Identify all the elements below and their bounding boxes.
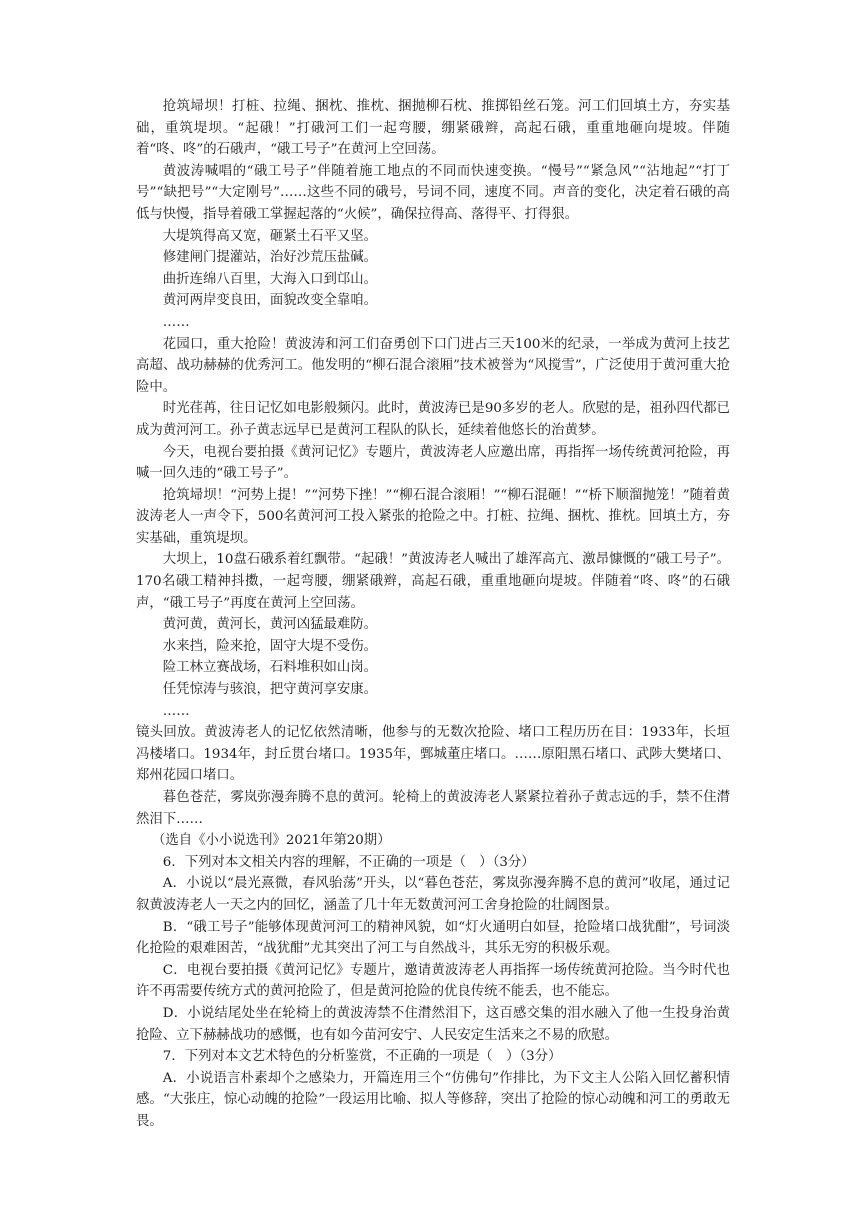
option-6b: B．“硪工号子”能够体现黄河河工的精神风貌，如“灯火通明白如昼，抢险堵口战犹酣”，号词淡化抢险的艰难困苦，“战犹酣”尤其突出了河工与自然战斗，其乐无穷的积极乐观。 xyxy=(136,919,730,957)
paragraph: 镜头回放。黄波涛老人的记忆依然清晰，他参与的无数次抢险、堵口工程历历在目：1933年，长垣冯楼堵口。1934年，封丘贯台堵口。1935年，鄄城董庄堵口。……原阳黑石堵口、武陟大樊堵口、郑州花园口堵口。 xyxy=(136,725,730,784)
option-6c: C．电视台要拍摄《黄河记忆》专题片，邀请黄波涛老人再指挥一场传统黄河抢险。当今时代也许不再需要传统方式的黄河抢险了，但是黄河抢险的优良传统不能丢，也不能忘。 xyxy=(136,962,730,1000)
paragraph: 大坝上，10盘石硪系着红飘带。“起硪！”黄波涛老人喊出了雄浑高亢、激昂慷慨的“硪工号子”。170名硪工精神抖擞，一起弯腰，绷紧硪辫，高起石硪，重重地砸向堤坡。伴随着“咚、咚”的石硪声，“硪工号子”再度在黄河上空回荡。 xyxy=(136,552,730,611)
question-6: 6．下列对本文相关内容的理解，不正确的一项是（ ）（3分） xyxy=(162,854,535,870)
paragraph: 抢筑埽坝！“河势上提！”“河势下挫！”“柳石混合滚厢！”“柳石混砸！”“桥下顺溜抛笼！”随着黄波涛老人一声令下，500名黄河河工投入紧张的抢险之中。打桩、拉绳、捆枕、推枕。回填土方，夯实基础，重筑堤坝。 xyxy=(136,487,730,546)
source-citation: （选自《小小说选刊》2021年第20期） xyxy=(152,833,391,849)
verse-line: 黄河黄，黄河长，黄河凶猛最难防。 xyxy=(162,617,378,633)
paragraph: 花园口，重大抢险！黄波涛和河工们奋勇创下口门进占三天100米的纪录，一举成为黄河上技艺高超、战功赫赫的优秀河工。他发明的“柳石混合滚厢”技术被誉为“风搅雪”，广泛使用于黄河重大抢险中。 xyxy=(136,336,730,395)
document-body xyxy=(136,96,730,1133)
verse-line: 曲折连绵八百里，大海入口到邙山。 xyxy=(162,271,378,287)
paragraph: 暮色苍茫，雾岚弥漫奔腾不息的黄河。轮椅上的黄波涛老人紧紧拉着孙子黄志远的手，禁不住潸然泪下…… xyxy=(136,790,730,827)
option-6a: A．小说以“晨光熹微，春风骀荡”开头，以“暮色苍茫，雾岚弥漫奔腾不息的黄河”收尾，通过记叙黄波涛老人一天之内的回忆，涵盖了几十年无数黄河河工舍身抢险的壮阔图景。 xyxy=(136,876,730,913)
verse-line: 黄河两岸变良田，面貌改变全靠咱。 xyxy=(162,293,378,309)
option-6d: D．小说结尾处坐在轮椅上的黄波涛禁不住潸然泪下，这百感交集的泪水融入了他一生投身治黄抢险、立下赫赫战功的感慨，也有如今苗河安宁、人民安定生活来之不易的欣慰。 xyxy=(136,1005,730,1043)
verse-line: 险工林立赛战场，石料堆积如山岗。 xyxy=(162,660,378,676)
verse-ellipsis: …… xyxy=(162,314,190,330)
paragraph: 今天，电视台要拍摄《黄河记忆》专题片，黄波涛老人应邀出席，再指挥一场传统黄河抢险，再喊一回久违的“硪工号子”。 xyxy=(136,444,730,482)
question-7: 7．下列对本文艺术特色的分析鉴赏，不正确的一项是（ ）（3分） xyxy=(162,1049,562,1065)
paragraph: 时光荏苒，往日记忆如电影般频闪。此时，黄波涛已是90多岁的老人。欣慰的是，祖孙四代都已成为黄河河工。孙子黄志远早已是黄河工程队的队长，延续着他悠长的治黄梦。 xyxy=(136,401,730,438)
verse-line: 修建闸门提灌站，治好沙荒压盐碱。 xyxy=(162,250,378,266)
verse-line: 大堤筑得高又宽，砸紧土石平又坚。 xyxy=(162,228,378,244)
verse-ellipsis: …… xyxy=(162,703,190,719)
paragraph: 黄波涛喊唱的“硪工号子”伴随着施工地点的不同而快速变换。“慢号”“紧急风”“沾地起”“打丁号”“缺把号”“大定刚号”……这些不同的硪号，号词不同，速度不同。声音的变化，决定着石硪的高低与快慢，指导着硪工掌握起落的“火候”，确保拉得高、落得平、打得狠。 xyxy=(136,163,730,222)
option-7a: A．小说语言朴素却个之感染力，开篇连用三个“仿佛句”作排比，为下文主人公陷入回忆蓄积情感。“大张庄，惊心动魄的抢险”一段运用比喻、拟人等修辞，突出了抢险的惊心动魄和河工的勇敢无畏。 xyxy=(136,1070,730,1129)
verse-line: 水来挡，险来抢，固守大堤不受伤。 xyxy=(162,638,378,654)
verse-line: 任凭惊涛与骇浪，把守黄河享安康。 xyxy=(162,682,378,698)
paragraph: 抢筑埽坝！打桩、拉绳、捆枕、推枕、捆抛柳石枕、推掷铅丝石笼。河工们回填土方，夯实基础，重筑堤坝。“起硪！”打硪河工们一起弯腰，绷紧硪辫，高起石硪，重重地砸向堤坡。伴随着“咚、咚”的石硪声，“硪工号子”在黄河上空回荡。 xyxy=(136,99,730,158)
